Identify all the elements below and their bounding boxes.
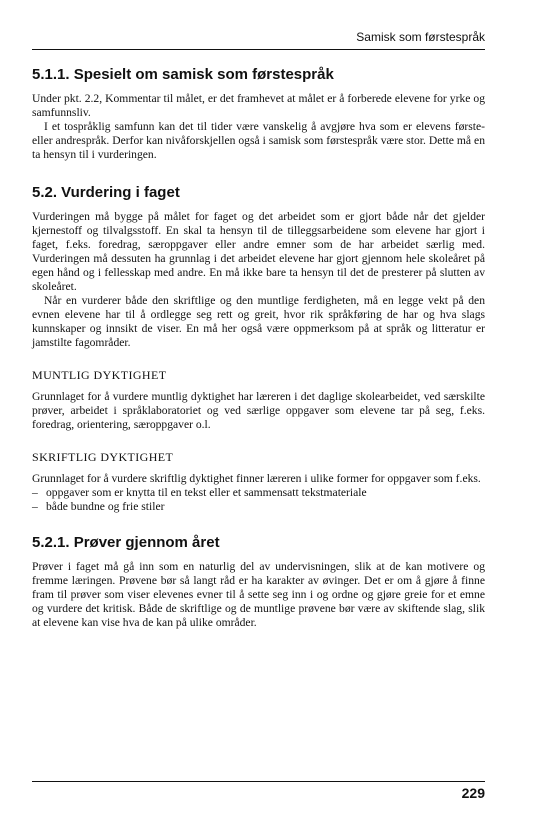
page-content (32, 62, 485, 630)
paragraph: Grunnlaget for å vurdere skriftlig dyktighet finner læreren i ulike former for oppgaver som f.eks. (32, 472, 481, 485)
section-heading-5-1-1: 5.1.1. Spesielt om samisk som førstespråk (32, 66, 334, 83)
page-number: 229 (461, 785, 485, 801)
header-rule (32, 49, 485, 50)
book-page (32, 0, 485, 820)
list-item: – oppgaver som er knytta til en tekst eller et sammensatt tekstmateriale (32, 486, 485, 500)
subheading-written-skill: SKRIFTLIG DYKTIGHET (32, 450, 174, 464)
section-heading-5-2-1: 5.2.1. Prøver gjennom året (32, 534, 220, 551)
paragraph: Vurderingen må bygge på målet for faget og det arbeidet som er gjort både når det gjelder kjernestoff og tilvalgsstoff. En skal ta hensyn til de tilleggsarbeidene som elevene har gjort i faget, f.eks. foredrag, særoppgaver eller andre emner som de har arbeidet særlig med. Vurderingen må dessuten ha grunnlag i det arbeidet elevene har gjort gjennom hele skoleåret på egen hånd og i fellesskap med andre. En må ikke bare ta hensyn til det de presterer på slutten av skoleåret. (32, 210, 485, 293)
dash-list (32, 486, 485, 514)
footer-rule (32, 781, 485, 782)
subheading-oral-skill: MUNTLIG DYKTIGHET (32, 368, 167, 382)
list-item: – både bundne og frie stiler (32, 500, 485, 514)
paragraph: Grunnlaget for å vurdere muntlig dyktighet har læreren i det daglige skolearbeidet, ved særskilte prøver, arbeidet i språklaboratoriet og ved særlige oppgaver som elevene tar på seg, f.eks. foredrag, orientering, særoppgaver o.l. (32, 390, 485, 431)
paragraph: Under pkt. 2.2, Kommentar til målet, er det framhevet at målet er å forberede elevene for yrke og samfunnsliv. (32, 92, 485, 119)
paragraph: Prøver i faget må gå inn som en naturlig del av undervisningen, slik at de kan motivere og fremme læringen. Prøvene bør så langt råd er ha karakter av øvinger. Det er om å gjøre å finne fram til prøver som viser elevenes evner til å sette seg inn i og ordne og gjøre greie for et emne og vurdere det kritisk. Både de skriftlige og de muntlige prøvene bør være av skiftende slag, slik at elevene kan vise hva de kan på ulike områder. (32, 560, 485, 629)
paragraph: Når en vurderer både den skriftlige og den muntlige ferdigheten, må en legge vekt på den evnen elevene har til å ordlegge seg rett og greit, hvor rik språkføring de har og hva slags kunnskaper og innsikt de viser. En må her også være oppmerksom på at språk og litteratur er jamstilte fagområder. (32, 294, 485, 349)
section-heading-5-2: 5.2. Vurdering i faget (32, 184, 180, 201)
paragraph: I et tospråklig samfunn kan det til tider være vanskelig å avgjøre hva som er elevens første- eller andrespråk. Derfor kan nivåforskjellen også i samisk som førstespråk være stor. Dette må en ta hensyn til i vurderingen. (32, 120, 485, 161)
running-head: Samisk som førstespråk (356, 30, 485, 44)
